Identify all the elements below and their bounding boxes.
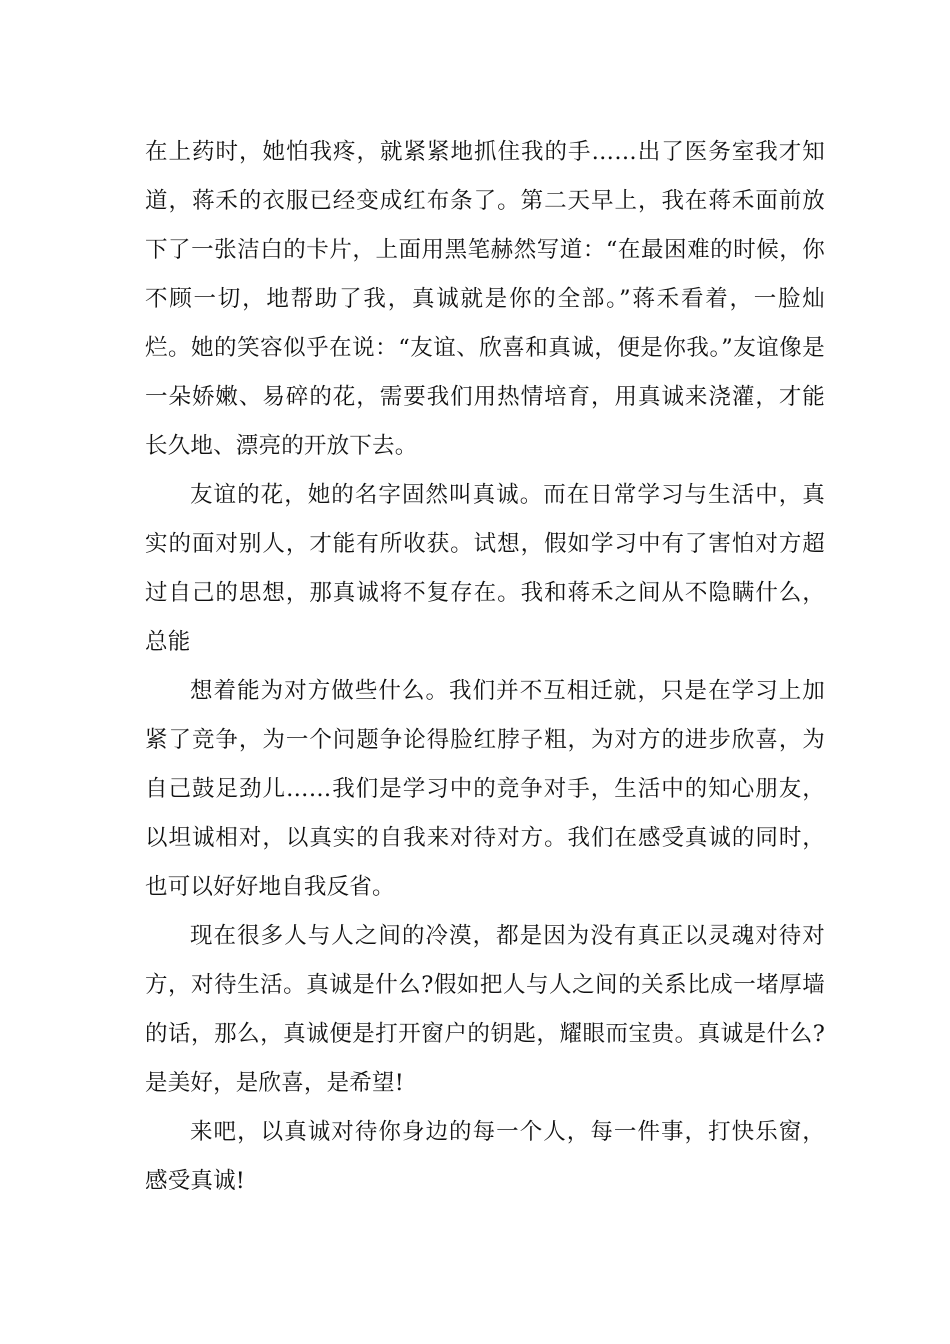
paragraph: 友谊的花，她的名字固然叫真诚。而在日常学习与生活中，真实的面对别人，才能有所收获。试想，假如学习中有了害怕对方超过自己的思想，那真诚将不复存在。我和蒋禾之间从不隐瞒什么，总能 bbox=[145, 482, 825, 655]
paragraph: 来吧，以真诚对待你身边的每一个人，每一件事，打快乐窗，感受真诚! bbox=[145, 1119, 825, 1194]
paragraph: 在上药时，她怕我疼，就紧紧地抓住我的手……出了医务室我才知道，蒋禾的衣服已经变成红布条了。第二天早上，我在蒋禾面前放下了一张洁白的卡片，上面用黑笔赫然写道：“在最困难的时候，你不顾一切，地帮助了我，真诚就是你的全部。”蒋禾看着，一脸灿烂。她的笑容似乎在说：“友谊、欣喜和真诚，便是你我。”友谊像是一朵娇嫩、易碎的花，需要我们用热情培育，用真诚来浇灌，才能长久地、漂亮的开放下去。 bbox=[145, 139, 825, 459]
document-body bbox=[145, 128, 825, 1206]
paragraph: 现在很多人与人之间的冷漠，都是因为没有真正以灵魂对待对方，对待生活。真诚是什么?假如把人与人之间的关系比成一堵厚墙的话，那么，真诚便是打开窗户的钥匙，耀眼而宝贵。真诚是什么?是美好，是欣喜，是希望! bbox=[145, 923, 825, 1096]
paragraph: 想着能为对方做些什么。我们并不互相迁就，只是在学习上加紧了竞争，为一个问题争论得脸红脖子粗，为对方的进步欣喜，为自己鼓足劲儿……我们是学习中的竞争对手，生活中的知心朋友，以坦诚相对，以真实的自我来对待对方。我们在感受真诚的同时，也可以好好地自我反省。 bbox=[145, 678, 825, 900]
